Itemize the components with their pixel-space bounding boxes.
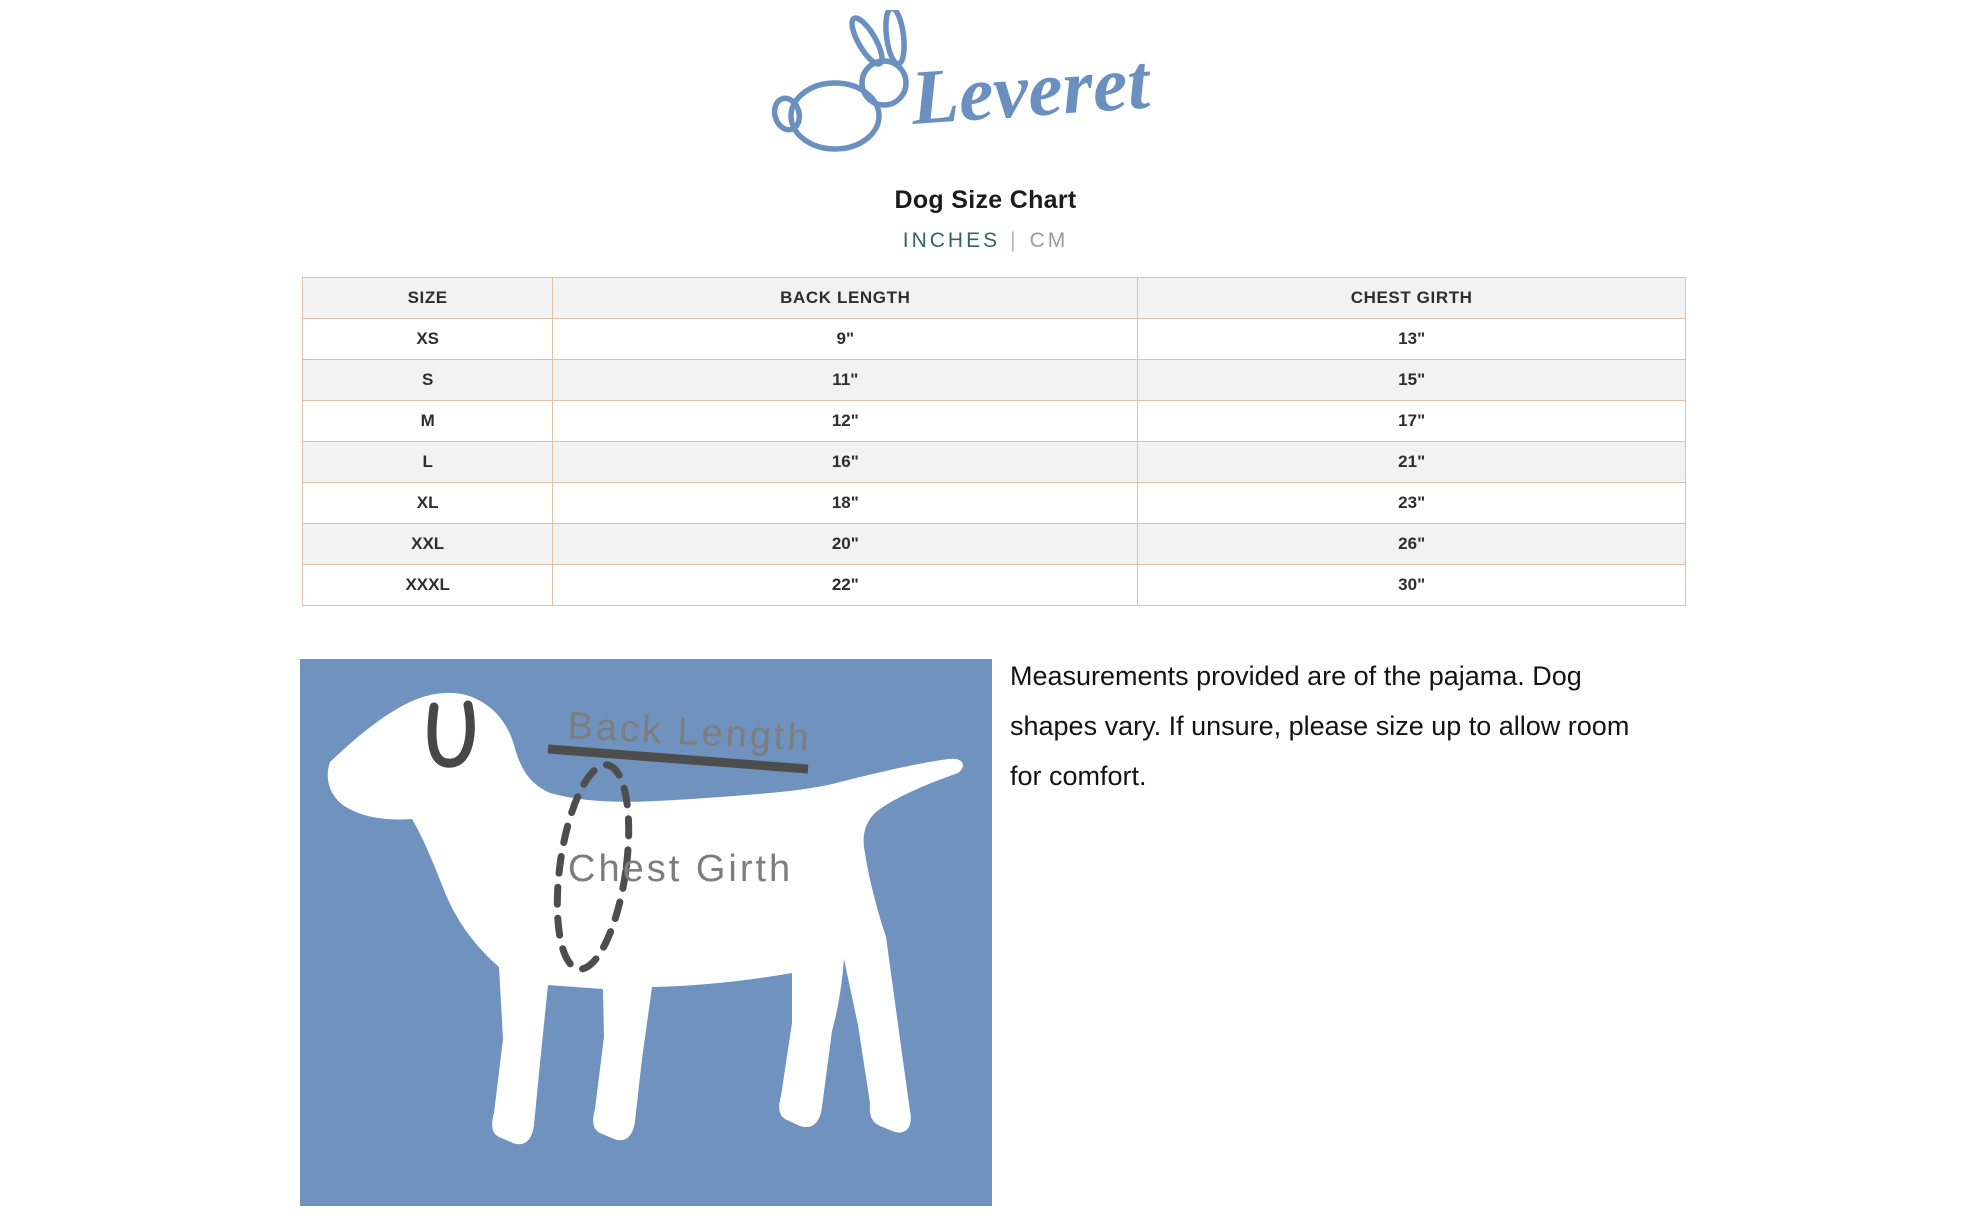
col-header-size: SIZE (303, 278, 553, 319)
leveret-logo-graphic (771, 10, 1201, 160)
note-line: Measurements provided are of the pajama. Dog (1010, 661, 1582, 691)
unit-cm-button[interactable]: CM (1029, 229, 1069, 252)
unit-toggle (0, 229, 1971, 253)
table-row-l (303, 442, 1686, 483)
col-header-chest-girth: CHEST GIRTH (1138, 278, 1686, 319)
chest-girth-cell: 21" (1138, 442, 1686, 483)
dog-diagram-graphic (300, 659, 992, 1206)
back-length-cell: 9" (553, 319, 1138, 360)
chest-girth-cell: 15" (1138, 360, 1686, 401)
chest-girth-cell: 17" (1138, 401, 1686, 442)
chest-girth-cell: 23" (1138, 483, 1686, 524)
size-cell: XXXL (303, 565, 553, 606)
note-line: for comfort. (1010, 761, 1147, 791)
back-length-cell: 16" (553, 442, 1138, 483)
back-length-cell: 18" (553, 483, 1138, 524)
dog-measurement-diagram (300, 659, 992, 1206)
size-cell: S (303, 360, 553, 401)
back-length-label: Back Length (566, 705, 813, 760)
bunny-icon (771, 10, 907, 149)
back-length-cell: 20" (553, 524, 1138, 565)
table-row-m (303, 401, 1686, 442)
brand-logo (0, 10, 1971, 160)
size-cell: L (303, 442, 553, 483)
table-row-xl (303, 483, 1686, 524)
table-row-s (303, 360, 1686, 401)
chest-girth-cell: 30" (1138, 565, 1686, 606)
size-table (302, 277, 1686, 606)
brand-wordmark: Leveret (907, 37, 1152, 141)
back-length-cell: 22" (553, 565, 1138, 606)
size-table-header-row (303, 278, 1686, 319)
back-length-cell: 11" (553, 360, 1138, 401)
chest-girth-cell: 13" (1138, 319, 1686, 360)
page-title: Dog Size Chart (894, 186, 1077, 214)
size-cell: M (303, 401, 553, 442)
table-row-xxxl (303, 565, 1686, 606)
chest-girth-cell: 26" (1138, 524, 1686, 565)
unit-divider: | (1010, 229, 1016, 252)
back-length-cell: 12" (553, 401, 1138, 442)
unit-inches-button[interactable]: INCHES (902, 229, 1001, 252)
table-row-xs (303, 319, 1686, 360)
table-row-xxl (303, 524, 1686, 565)
sizing-note (1010, 651, 1700, 801)
col-header-back-length: BACK LENGTH (553, 278, 1138, 319)
size-cell: XS (303, 319, 553, 360)
note-line: shapes vary. If unsure, please size up to allow room (1010, 711, 1630, 741)
chest-girth-label: Chest Girth (568, 848, 794, 890)
size-cell: XXL (303, 524, 553, 565)
size-cell: XL (303, 483, 553, 524)
